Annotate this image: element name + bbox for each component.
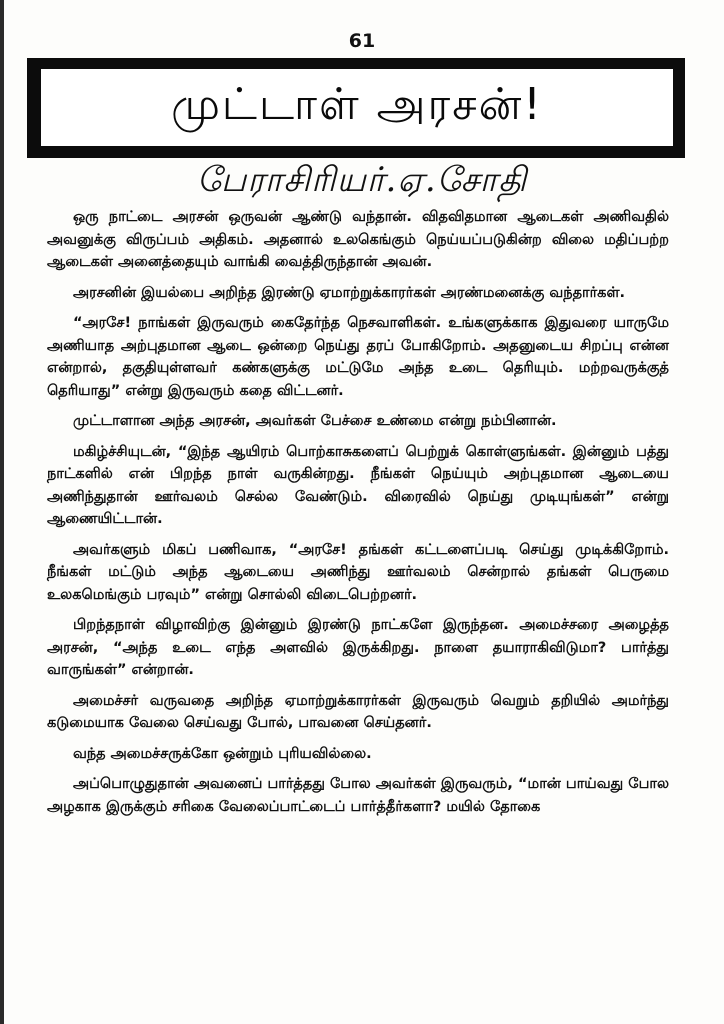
paragraph: முட்டாளான அந்த அரசன், அவர்கள் பேச்சை உண்மை என்று நம்பினான். <box>73 413 557 429</box>
paragraph: ஒரு நாட்டை அரசன் ஒருவன் ஆண்டு வந்தான். விதவிதமான ஆடைகள் அணிவதில் அவனுக்கு விருப்பம் அதிகம். அதனால் உலகெங்கும் நெய்யப்படுகின்ற விலை மதிப்பற்ற ஆடைகள் அனைத்தையும் வாங்கி வைத்திருந்தான் அவன். <box>47 209 669 270</box>
paragraph: அமைச்சர் வருவதை அறிந்த ஏமாற்றுக்காரர்கள் இருவரும் வெறும் தறியில் அமர்ந்து கடுமையாக வேலை செய்வது போல், பாவனை செய்தனர். <box>47 692 669 731</box>
paragraph: “அரசே! நாங்கள் இருவரும் கைதேர்ந்த நெசவாளிகள். உங்களுக்காக இதுவரை யாருமே அணியாத அற்புதமான ஆடை ஒன்றை நெய்து தரப் போகிறோம். அதனுடைய சிறப்பு என்ன என்றால், தகுதியுள்ளவர் கண்களுக்கு மட்டுமே அந்த உடை தெரியும். மற்றவருக்குத் தெரியாது” என்று இருவரும் கதை விட்டனர். <box>47 315 669 399</box>
page-number: 61 <box>348 30 376 52</box>
story-title: முட்டாள் அரசன்! <box>171 79 543 130</box>
paragraph: அப்பொழுதுதான் அவனைப் பார்த்தது போல அவர்கள் இருவரும், “மான் பாய்வது போல அழகாக இருக்கும் சரிகை வேலைப்பாட்டைப் பார்த்தீர்களா? மயில் தோகை <box>47 776 669 815</box>
paragraph: அவர்களும் மிகப் பணிவாக, “அரசே! தங்கள் கட்டளைப்படி செய்து முடிக்கிறோம். நீங்கள் மட்டும் அந்த ஆடையை அணிந்து ஊர்வலம் சென்றால் தங்கள் பெருமை உலகமெங்கும் பரவும்” என்று சொல்லி விடைபெற்றனர். <box>47 541 669 603</box>
paragraph: மகிழ்ச்சியுடன், “இந்த ஆயிரம் பொற்காசுகளைப் பெற்றுக் கொள்ளுங்கள். இன்னும் பத்து நாட்களில் என் பிறந்த நாள் வருகின்றது. நீங்கள் நெய்யும் அற்புதமான ஆடையை அணிந்துதான் ஊர்வலம் செல்ல வேண்டும். விரைவில் நெய்து முடியுங்கள்” என்று ஆணையிட்டான். <box>47 443 669 527</box>
title-banner <box>27 58 685 158</box>
paragraph: பிறந்தநாள் விழாவிற்கு இன்னும் இரண்டு நாட்களே இருந்தன. அமைச்சரை அழைத்த அரசன், “அந்த உடை எந்த அளவில் இருக்கிறது. நாளை தயாராகிவிடுமா? பார்த்து வாருங்கள்” என்றான். <box>47 617 669 678</box>
paragraph: வந்த அமைச்சருக்கோ ஒன்றும் புரியவில்லை. <box>73 745 372 762</box>
story-body <box>47 206 669 826</box>
page-edge-shadow <box>0 0 4 1024</box>
title-box <box>41 69 673 146</box>
author-name: பேராசிரியர்.ஏ.சோதி <box>196 160 528 200</box>
paragraph: அரசனின் இயல்பை அறிந்த இரண்டு ஏமாற்றுக்காரர்கள் அரண்மனைக்கு வந்தார்கள். <box>73 284 626 301</box>
